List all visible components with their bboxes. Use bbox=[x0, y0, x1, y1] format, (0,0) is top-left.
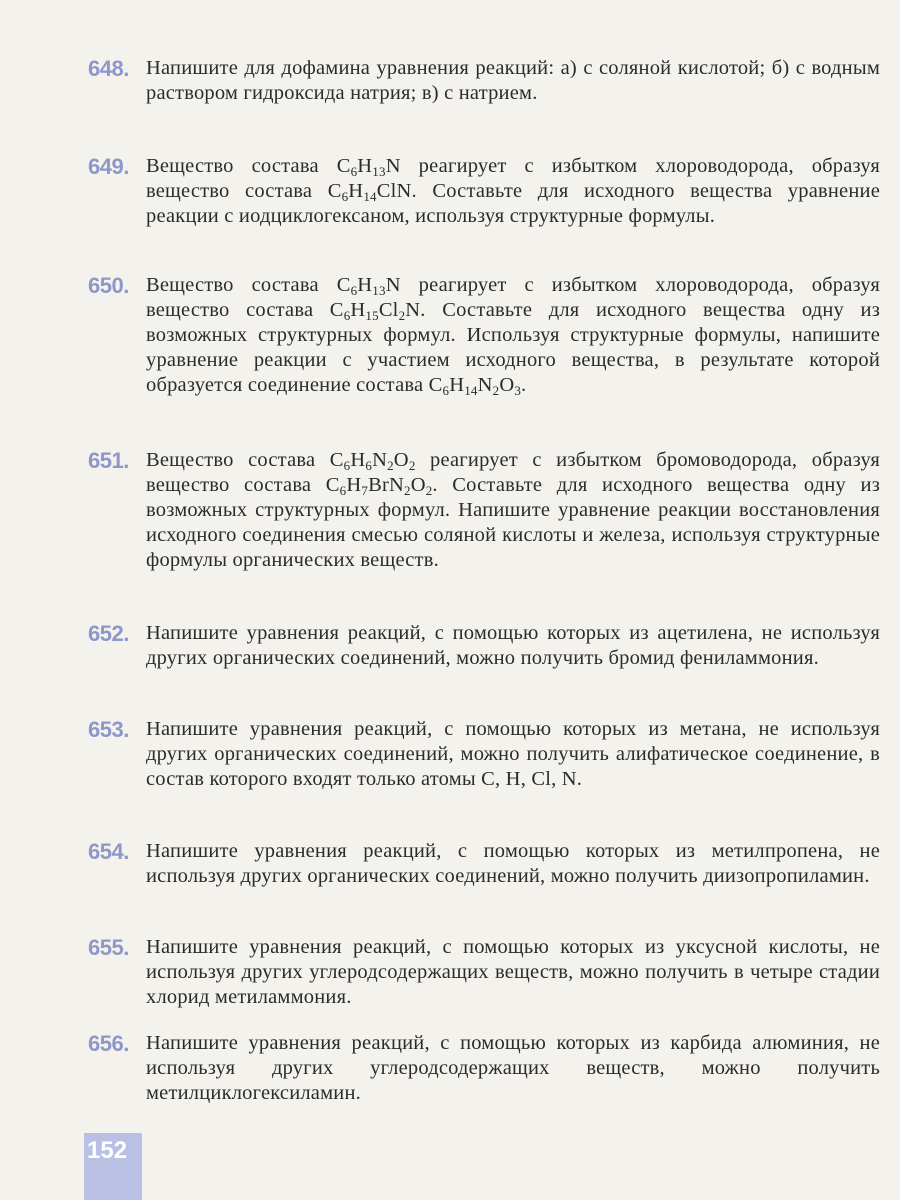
problem-number: 651. bbox=[88, 448, 129, 473]
page-number: 152 bbox=[87, 1137, 128, 1164]
problem-650 bbox=[88, 273, 880, 398]
problem-text: Напишите уравнения реакций, с помощью которых из уксусной кислоты, не используя других углеродсодержащих веществ, можно получить в четыре стадии хлорид метиламмония. bbox=[146, 936, 880, 1008]
problem-text: Вещество состава $C_6H_6N_2O_2$ реагирует с избытком бромоводорода, образуя вещество состава $C_6H_7BrN_2O_2$. Составьте для исходного вещества одну из возможных структурных формул. Напишите уравнение реакции восстановления исходного соединения смесью соляной кислоты и железа, используя структурные формулы органических веществ. bbox=[146, 449, 881, 571]
problem-text: Напишите для дофамина уравнения реакций: а) с соляной кислотой; б) с водным раствором гидроксида натрия; в) с натрием. bbox=[146, 57, 880, 104]
problem-number: 656. bbox=[88, 1031, 129, 1056]
problem-text: Напишите уравнения реакций, с помощью которых из карбида алюминия, не используя других углеродсодержащих веществ, можно получить метилциклогексиламин. bbox=[146, 1032, 880, 1104]
problem-652 bbox=[88, 621, 880, 671]
problem-text: Напишите уравнения реакций, с помощью которых из метилпропена, не используя других органических соединений, можно получить диизопропиламин. bbox=[146, 840, 880, 887]
problem-text: Напишите уравнения реакций, с помощью которых из ацетилена, не используя других органических соединений, можно получить бромид фениламмония. bbox=[146, 622, 880, 669]
problem-number: 655. bbox=[88, 935, 129, 960]
problem-number: 654. bbox=[88, 839, 129, 864]
problem-number: 653. bbox=[88, 717, 129, 742]
problem-text: Вещество состава $C_6H_{13}N$ реагирует с избытком хлороводорода, образуя вещество состава $C_6H_{14}ClN$. Составьте для исходного вещества уравнение реакции с иодциклогексаном, используя структурные формулы. bbox=[146, 155, 880, 227]
problem-655 bbox=[88, 935, 880, 1010]
problem-number: 648. bbox=[88, 56, 129, 81]
problem-651 bbox=[88, 448, 880, 573]
problem-text: Вещество состава $C_6H_{13}N$ реагирует с избытком хлороводорода, образуя вещество состава $C_6H_{15}Cl_2N$. Составьте для исходного вещества одну из возможных структурных формул. Используя структурные формулы, напишите уравнение реакции с участием исходного вещества, в результате которой образуется соединение состава $C_6H_{14}N_2O_3$. bbox=[146, 274, 880, 398]
problem-654 bbox=[88, 839, 880, 889]
problem-number: 649. bbox=[88, 154, 129, 179]
problem-number: 650. bbox=[88, 273, 129, 298]
problem-text: Напишите уравнения реакций, с помощью которых из метана, не используя других органических соединений, можно получить алифатическое соединение, в состав которого входят только атомы C, H, Cl, N. bbox=[146, 718, 880, 790]
problem-649 bbox=[88, 154, 880, 229]
problem-648 bbox=[88, 56, 880, 106]
problem-653 bbox=[88, 717, 880, 792]
problem-656 bbox=[88, 1031, 880, 1106]
problem-number: 652. bbox=[88, 621, 129, 646]
